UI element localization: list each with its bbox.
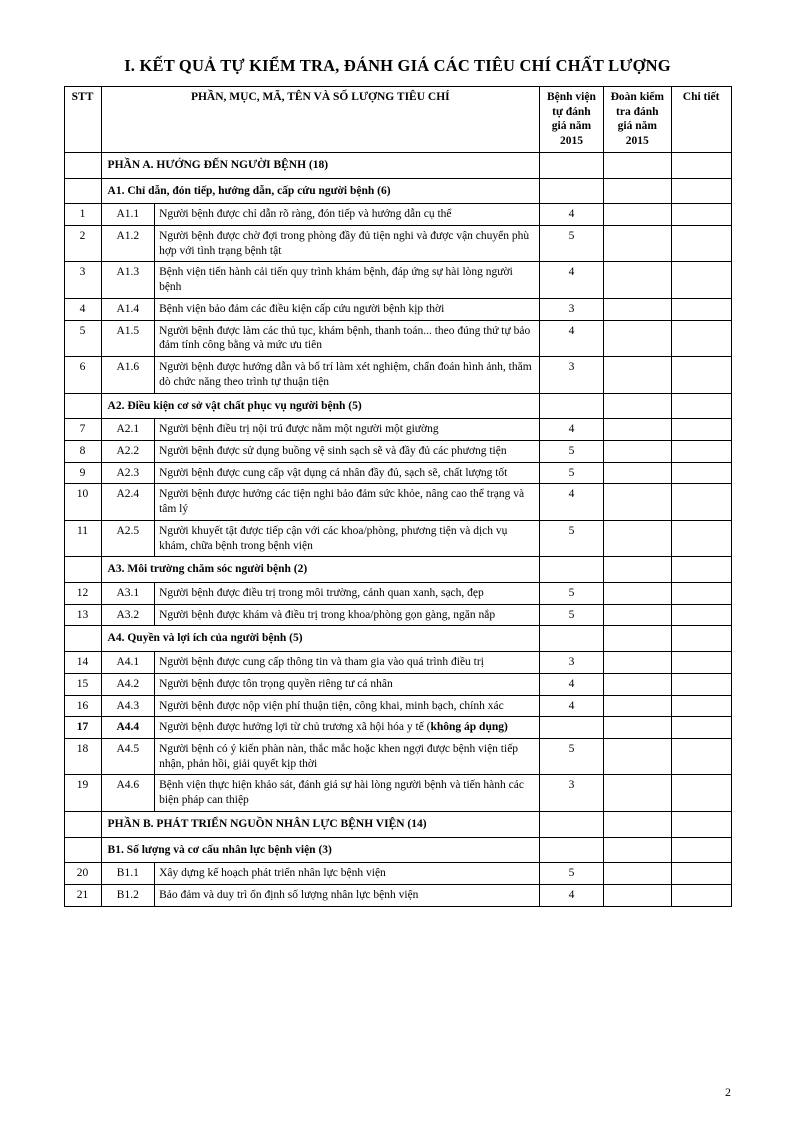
cell-criteria-name: Người bệnh điều trị nội trú được nằm một người một giường (155, 419, 540, 441)
cell-inspection (603, 204, 671, 226)
table-row-section (64, 811, 731, 837)
table-row (64, 695, 731, 717)
cell-inspection (603, 298, 671, 320)
table-header (64, 87, 731, 153)
cell-self-eval: 4 (540, 419, 604, 441)
cell-stt: 16 (64, 695, 101, 717)
cell-criteria-name: Người bệnh được tôn trọng quyền riêng tư cá nhân (155, 673, 540, 695)
cell-detail (671, 739, 731, 775)
cell-self-eval: 5 (540, 739, 604, 775)
cell-code: A4.3 (101, 695, 155, 717)
cell-detail (671, 178, 731, 204)
column-header-criteria: PHẦN, MỤC, MÃ, TÊN VÀ SỐ LƯỢNG TIÊU CHÍ (101, 87, 539, 153)
cell-stt: 2 (64, 226, 101, 262)
table-row (64, 520, 731, 556)
cell-detail (671, 717, 731, 739)
table-row (64, 419, 731, 441)
cell-criteria-name: Bệnh viện bảo đảm các điều kiện cấp cứu người bệnh kịp thời (155, 298, 540, 320)
cell-criteria-name: Người bệnh được hưởng lợi từ chủ trương xã hội hóa y tế (không áp dụng) (155, 717, 540, 739)
cell-inspection (603, 652, 671, 674)
cell-self-eval: 5 (540, 582, 604, 604)
table-row-section (64, 178, 731, 204)
cell-stt: 12 (64, 582, 101, 604)
cell-inspection (603, 393, 671, 419)
cell-self-eval: 5 (540, 440, 604, 462)
table-row (64, 484, 731, 520)
cell-inspection (603, 811, 671, 837)
cell-code: A2.1 (101, 419, 155, 441)
cell-stt: 19 (64, 775, 101, 811)
table-row (64, 320, 731, 356)
cell-self-eval: 3 (540, 357, 604, 393)
cell-self-eval: 5 (540, 462, 604, 484)
cell-detail (671, 520, 731, 556)
page-title: I. KẾT QUẢ TỰ KIỂM TRA, ĐÁNH GIÁ CÁC TIÊU CHÍ CHẤT LƯỢNG (124, 56, 671, 75)
cell-criteria-name: Người khuyết tật được tiếp cận với các khoa/phòng, phương tiện và dịch vụ khám, chữa bệnh trong bệnh viện (155, 520, 540, 556)
cell-section-title: B1. Số lượng và cơ cấu nhân lực bệnh viện (3) (101, 837, 539, 863)
table-row (64, 775, 731, 811)
cell-section-title: A3. Môi trường chăm sóc người bệnh (2) (101, 557, 539, 583)
cell-code: A1.5 (101, 320, 155, 356)
cell-section-title: A2. Điều kiện cơ sở vật chất phục vụ người bệnh (5) (101, 393, 539, 419)
cell-criteria-name: Người bệnh có ý kiến phàn nàn, thắc mắc hoặc khen ngợi được bệnh viện tiếp nhận, phản hồi, giải quyết kịp thời (155, 739, 540, 775)
table-row (64, 652, 731, 674)
cell-criteria-name: Xây dựng kế hoạch phát triển nhân lực bệnh viện (155, 863, 540, 885)
table-row-section (64, 837, 731, 863)
cell-criteria-name: Bệnh viện thực hiện khảo sát, đánh giá sự hài lòng người bệnh và tiến hành các biện pháp can thiệp (155, 775, 540, 811)
cell-inspection (603, 582, 671, 604)
cell-inspection (603, 837, 671, 863)
cell-inspection (603, 557, 671, 583)
cell-stt: 17 (64, 717, 101, 739)
cell-self-eval: 4 (540, 885, 604, 907)
cell-detail (671, 357, 731, 393)
cell-detail (671, 652, 731, 674)
cell-detail (671, 298, 731, 320)
cell-inspection (603, 357, 671, 393)
cell-inspection (603, 673, 671, 695)
cell-code: B1.1 (101, 863, 155, 885)
column-header-detail: Chi tiết (671, 87, 731, 153)
cell-criteria-name: Người bệnh được cung cấp thông tin và tham gia vào quá trình điều trị (155, 652, 540, 674)
cell-inspection (603, 484, 671, 520)
cell-inspection (603, 226, 671, 262)
cell-detail (671, 695, 731, 717)
cell-self-eval (540, 717, 604, 739)
cell-stt (64, 811, 101, 837)
cell-stt: 18 (64, 739, 101, 775)
cell-stt (64, 557, 101, 583)
table-row (64, 298, 731, 320)
cell-detail (671, 320, 731, 356)
table-row-section (64, 557, 731, 583)
cell-inspection (603, 440, 671, 462)
cell-self-eval (540, 393, 604, 419)
cell-detail (671, 775, 731, 811)
cell-stt: 21 (64, 885, 101, 907)
cell-code: A1.1 (101, 204, 155, 226)
cell-code: A4.4 (101, 717, 155, 739)
cell-detail (671, 604, 731, 626)
cell-detail (671, 152, 731, 178)
cell-self-eval: 5 (540, 226, 604, 262)
cell-self-eval: 3 (540, 652, 604, 674)
cell-detail (671, 837, 731, 863)
cell-code: A1.4 (101, 298, 155, 320)
cell-inspection (603, 885, 671, 907)
cell-inspection (603, 604, 671, 626)
cell-stt: 13 (64, 604, 101, 626)
cell-detail (671, 557, 731, 583)
cell-stt (64, 393, 101, 419)
cell-stt: 11 (64, 520, 101, 556)
cell-stt (64, 178, 101, 204)
table-row (64, 863, 731, 885)
cell-stt: 7 (64, 419, 101, 441)
cell-stt: 5 (64, 320, 101, 356)
column-header-self-eval: Bệnh viện tự đánh giá năm 2015 (540, 87, 604, 153)
table-row (64, 885, 731, 907)
cell-detail (671, 419, 731, 441)
cell-inspection (603, 863, 671, 885)
cell-criteria-name: Người bệnh được làm các thủ tục, khám bệnh, thanh toán... theo đúng thứ tự bảo đảm tính công bằng và mức ưu tiên (155, 320, 540, 356)
cell-detail (671, 262, 731, 298)
cell-detail (671, 204, 731, 226)
cell-detail (671, 226, 731, 262)
cell-code: A2.2 (101, 440, 155, 462)
page-number: 2 (725, 1085, 731, 1099)
cell-stt: 15 (64, 673, 101, 695)
cell-inspection (603, 178, 671, 204)
cell-inspection (603, 320, 671, 356)
cell-stt (64, 152, 101, 178)
cell-self-eval: 3 (540, 298, 604, 320)
cell-inspection (603, 262, 671, 298)
cell-detail (671, 811, 731, 837)
cell-stt: 1 (64, 204, 101, 226)
table-row (64, 604, 731, 626)
cell-stt (64, 626, 101, 652)
cell-stt: 8 (64, 440, 101, 462)
cell-code: A2.4 (101, 484, 155, 520)
cell-inspection (603, 739, 671, 775)
cell-code: A3.2 (101, 604, 155, 626)
cell-self-eval (540, 152, 604, 178)
cell-self-eval: 4 (540, 484, 604, 520)
table-row (64, 673, 731, 695)
cell-self-eval: 3 (540, 775, 604, 811)
cell-stt: 3 (64, 262, 101, 298)
cell-detail (671, 393, 731, 419)
table-row (64, 462, 731, 484)
cell-criteria-name: Người bệnh được sử dụng buồng vệ sinh sạch sẽ và đầy đủ các phương tiện (155, 440, 540, 462)
table-body (64, 152, 731, 906)
cell-inspection (603, 717, 671, 739)
cell-code: A1.3 (101, 262, 155, 298)
cell-self-eval: 5 (540, 520, 604, 556)
cell-inspection (603, 626, 671, 652)
cell-code: A4.2 (101, 673, 155, 695)
table-row-section (64, 152, 731, 178)
cell-detail (671, 484, 731, 520)
cell-stt: 14 (64, 652, 101, 674)
cell-detail (671, 462, 731, 484)
cell-criteria-name: Bệnh viện tiến hành cải tiến quy trình khám bệnh, đáp ứng sự hài lòng người bệnh (155, 262, 540, 298)
cell-criteria-name: Người bệnh được chỉ dẫn rõ ràng, đón tiếp và hướng dẫn cụ thể (155, 204, 540, 226)
cell-section-title: A1. Chỉ dẫn, đón tiếp, hướng dẫn, cấp cứu người bệnh (6) (101, 178, 539, 204)
cell-detail (671, 863, 731, 885)
cell-criteria-name: Người bệnh được hướng dẫn và bố trí làm xét nghiệm, chẩn đoán hình ảnh, thăm dò chức năng theo trình tự thuận tiện (155, 357, 540, 393)
cell-self-eval: 4 (540, 673, 604, 695)
cell-self-eval (540, 811, 604, 837)
cell-detail (671, 885, 731, 907)
cell-criteria-name: Người bệnh được nộp viện phí thuận tiện, công khai, minh bạch, chính xác (155, 695, 540, 717)
cell-detail (671, 626, 731, 652)
table-row (64, 440, 731, 462)
cell-section-title: A4. Quyền và lợi ích của người bệnh (5) (101, 626, 539, 652)
cell-self-eval (540, 837, 604, 863)
cell-stt (64, 837, 101, 863)
cell-code: A1.6 (101, 357, 155, 393)
cell-stt: 6 (64, 357, 101, 393)
cell-detail (671, 673, 731, 695)
table-row (64, 226, 731, 262)
table-row (64, 582, 731, 604)
cell-inspection (603, 775, 671, 811)
cell-self-eval (540, 557, 604, 583)
table-row (64, 204, 731, 226)
cell-stt: 20 (64, 863, 101, 885)
cell-criteria-name: Người bệnh được điều trị trong môi trường, cảnh quan xanh, sạch, đẹp (155, 582, 540, 604)
cell-inspection (603, 419, 671, 441)
cell-code: A4.6 (101, 775, 155, 811)
cell-criteria-name: Người bệnh được chờ đợi trong phòng đầy đủ tiện nghi và được vận chuyển phù hợp với tình trạng bệnh tật (155, 226, 540, 262)
cell-criteria-name: Bảo đảm và duy trì ổn định số lượng nhân lực bệnh viện (155, 885, 540, 907)
cell-inspection (603, 520, 671, 556)
cell-code: A4.1 (101, 652, 155, 674)
cell-section-title: PHẦN B. PHÁT TRIỂN NGUỒN NHÂN LỰC BỆNH VIỆN (14) (101, 811, 539, 837)
cell-self-eval: 4 (540, 695, 604, 717)
cell-detail (671, 582, 731, 604)
table-row-section (64, 626, 731, 652)
table-row-section (64, 393, 731, 419)
cell-code: A1.2 (101, 226, 155, 262)
cell-self-eval: 4 (540, 204, 604, 226)
cell-inspection (603, 695, 671, 717)
cell-self-eval (540, 178, 604, 204)
table-row (64, 717, 731, 739)
cell-code: A4.5 (101, 739, 155, 775)
cell-section-title: PHẦN A. HƯỚNG ĐẾN NGƯỜI BỆNH (18) (101, 152, 539, 178)
cell-detail (671, 440, 731, 462)
cell-stt: 10 (64, 484, 101, 520)
cell-self-eval: 4 (540, 262, 604, 298)
table-row (64, 262, 731, 298)
cell-stt: 4 (64, 298, 101, 320)
cell-code: B1.2 (101, 885, 155, 907)
cell-self-eval: 4 (540, 320, 604, 356)
table-row (64, 739, 731, 775)
cell-inspection (603, 152, 671, 178)
cell-self-eval: 5 (540, 863, 604, 885)
column-header-stt: STT (64, 87, 101, 153)
column-header-inspection: Đoàn kiểm tra đánh giá năm 2015 (603, 87, 671, 153)
table-row (64, 357, 731, 393)
cell-code: A2.3 (101, 462, 155, 484)
cell-self-eval: 5 (540, 604, 604, 626)
cell-criteria-name: Người bệnh được cung cấp vật dụng cá nhân đầy đủ, sạch sẽ, chất lượng tốt (155, 462, 540, 484)
cell-criteria-name: Người bệnh được khám và điều trị trong khoa/phòng gọn gàng, ngăn nắp (155, 604, 540, 626)
cell-self-eval (540, 626, 604, 652)
quality-criteria-table (64, 86, 732, 907)
cell-criteria-name: Người bệnh được hưởng các tiện nghi bảo đảm sức khỏe, nâng cao thể trạng và tâm lý (155, 484, 540, 520)
cell-stt: 9 (64, 462, 101, 484)
cell-code: A2.5 (101, 520, 155, 556)
cell-inspection (603, 462, 671, 484)
cell-code: A3.1 (101, 582, 155, 604)
